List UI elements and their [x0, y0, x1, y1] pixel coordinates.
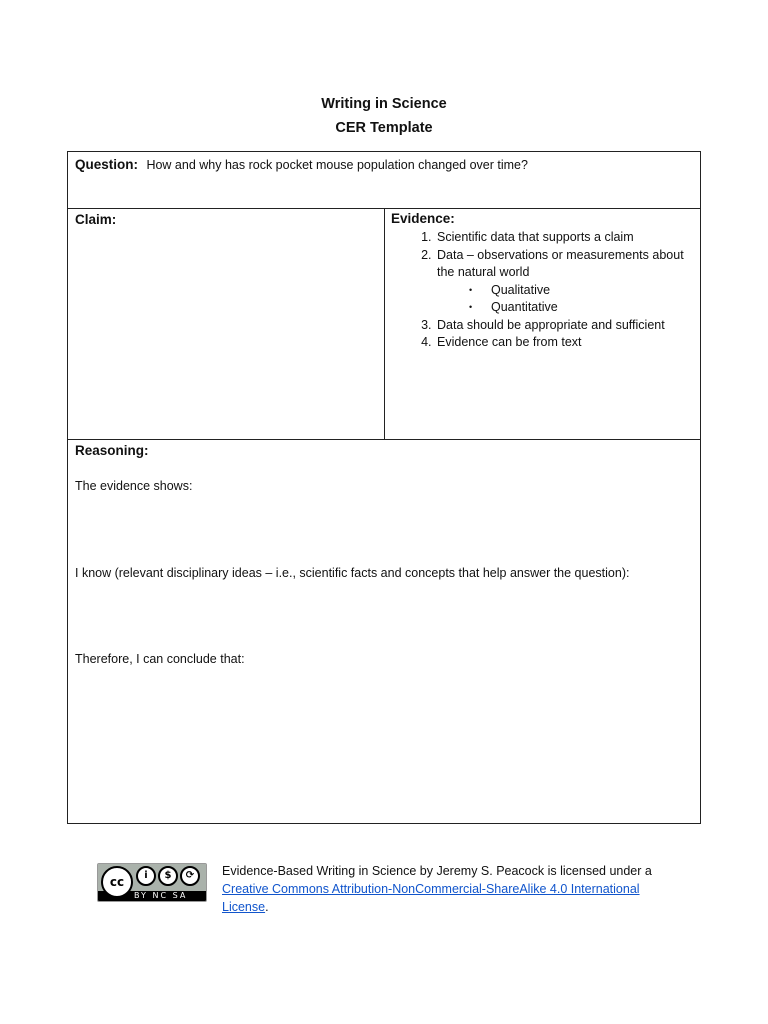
question-label: Question: — [75, 157, 138, 172]
claim-box[interactable] — [67, 208, 385, 440]
evidence-label: Evidence: — [391, 211, 455, 226]
cc-logo-icon: cc — [101, 866, 133, 898]
question-text: How and why has rock pocket mouse population changed over time? — [146, 158, 528, 172]
evidence-item — [435, 247, 695, 317]
evidence-sublist — [437, 282, 695, 317]
evidence-item: 3. Data should be appropriate and sufficient — [435, 317, 695, 335]
evidence-box — [384, 208, 701, 440]
evidence-item: 1. Scientific data that supports a claim — [435, 229, 695, 247]
noncommercial-icon: $ — [158, 866, 178, 886]
evidence-item-text: Data – observations or measurements about the natural world — [437, 247, 684, 279]
license-period: . — [265, 900, 269, 914]
document-title: Writing in Science — [321, 96, 447, 112]
document-subtitle: CER Template — [335, 120, 433, 136]
reasoning-box — [67, 439, 701, 824]
reasoning-prompt-knowledge: I know (relevant disciplinary ideas – i.e., scientific facts and concepts that help answer the question): — [75, 566, 630, 580]
sharealike-icon: ⟳ — [180, 866, 200, 886]
cc-license-badge[interactable] — [97, 863, 207, 902]
license-notice — [222, 862, 682, 916]
evidence-subitem: • Quantitative — [467, 299, 695, 317]
reasoning-prompt-conclusion: Therefore, I can conclude that: — [75, 652, 245, 666]
by-person-icon: i — [136, 866, 156, 886]
evidence-subitem: • Qualitative — [467, 282, 695, 300]
reasoning-label: Reasoning: — [75, 443, 149, 458]
evidence-item: 4. Evidence can be from text — [435, 334, 695, 352]
cc-badge-text: BY NC SA — [134, 891, 188, 900]
reasoning-prompt-evidence: The evidence shows: — [75, 479, 193, 493]
question-box — [67, 151, 701, 209]
evidence-list — [391, 229, 695, 352]
license-link[interactable]: Creative Commons Attribution-NonCommercial-ShareAlike 4.0 International License — [222, 882, 640, 914]
claim-label: Claim: — [75, 212, 117, 227]
license-text: Evidence-Based Writing in Science by Jeremy S. Peacock is licensed under a — [222, 864, 652, 878]
